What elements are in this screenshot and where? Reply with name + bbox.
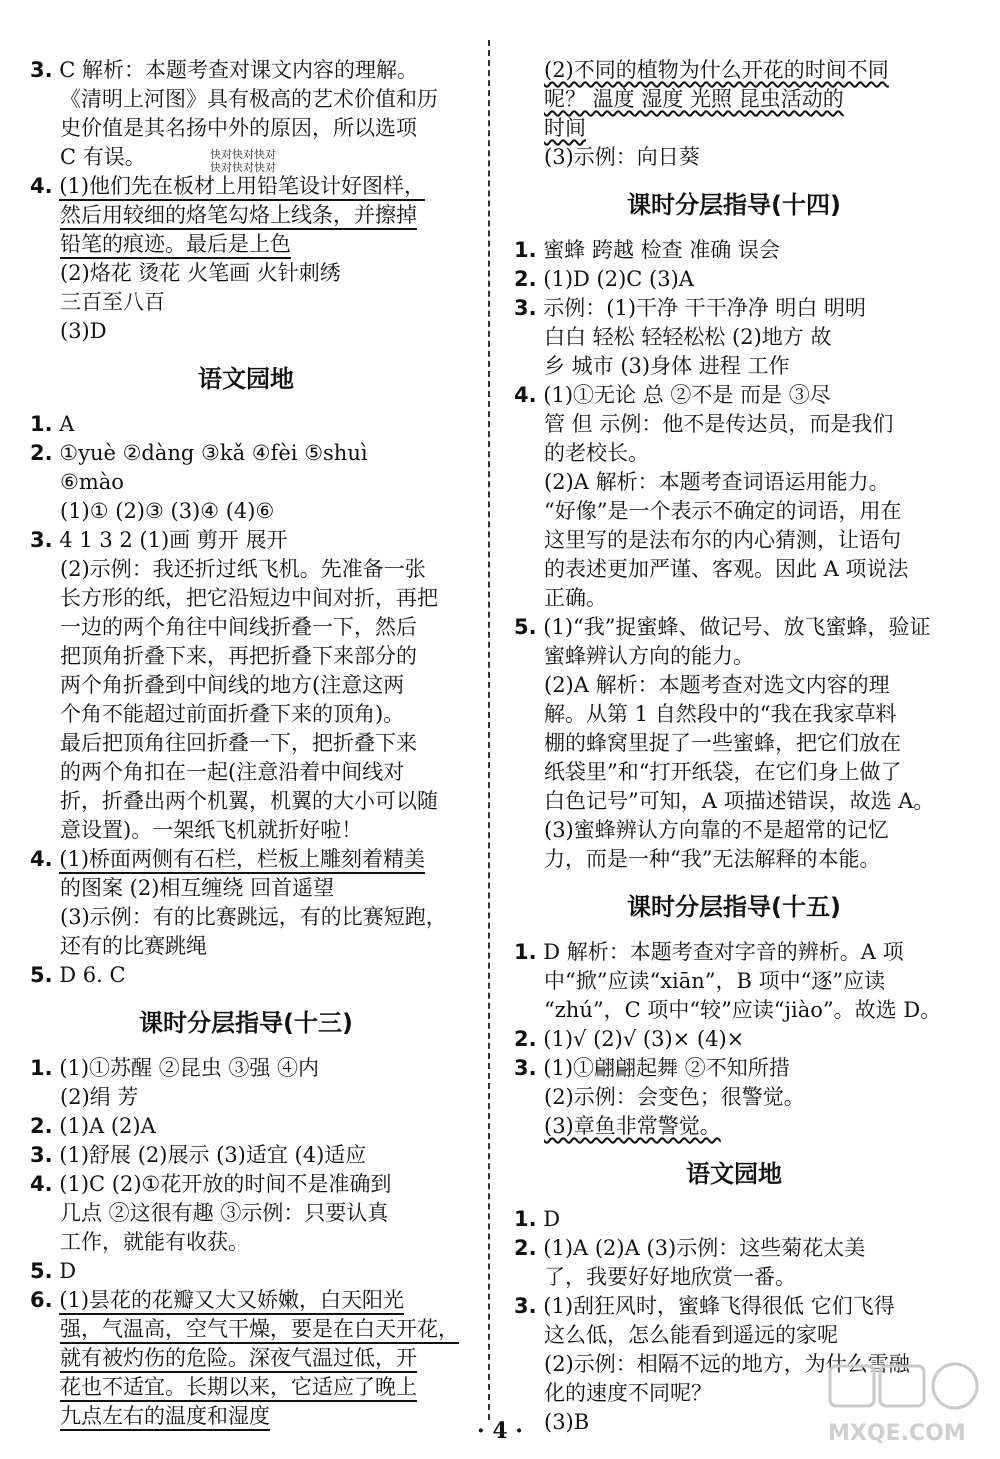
question-number: 1. (514, 1207, 537, 1231)
answer-line (514, 845, 954, 874)
answer-text: (2)A 解析：本题考查对选文内容的理 (544, 673, 890, 697)
question-number: 1. (30, 1056, 53, 1080)
answer-text: 就有被灼伤的危险。深夜气温过低，开 (60, 1346, 417, 1373)
answer-text: (1)①苏醒 ②昆虫 ③强 ④内 (59, 1056, 320, 1080)
answer-text: 了，我要好好地欣赏一番。 (544, 1265, 796, 1289)
question-number: 5. (514, 615, 537, 639)
question-number: 4. (30, 174, 53, 198)
answer-text: 《清明上河图》具有极高的艺术价值和历 (60, 87, 438, 111)
question-number: 2. (514, 1236, 537, 1260)
answer-text: (1)①翩翩起舞 ②不知所措 (543, 1056, 790, 1080)
answer-item (30, 1286, 462, 1315)
answer-text: (1)A (2)A (59, 1114, 156, 1138)
answer-text: 化的速度不同呢？ (544, 1381, 712, 1405)
question-number: 3. (514, 1294, 537, 1318)
answer-line (30, 932, 462, 961)
answer-text: ①yuè ②dàng ③kǎ ④fèi ⑤shuì (59, 441, 368, 465)
answer-text: 棚的蜂窝里捉了一些蜜蜂，把它们放在 (544, 731, 901, 755)
answer-text: A (59, 412, 75, 436)
answer-item (30, 1141, 462, 1170)
answer-text: 的表述更加严谨、客观。因此 A 项说法 (544, 557, 909, 581)
answer-text: 把顶角折叠下来，再把折叠下来部分的 (60, 644, 417, 668)
answer-text: (2)示例：相隔不远的地方，为什么雪融 (544, 1352, 910, 1376)
answer-text: 铅笔的痕迹。最后是上色 (60, 232, 291, 259)
answer-text: 还有的比赛跳绳 (60, 934, 207, 958)
section-heading: 课时分层指导(十五) (627, 893, 841, 921)
site-logo-watermark (820, 1360, 990, 1450)
answer-text: 史价值是其名扬中外的原因，所以选项 (60, 116, 417, 140)
answer-text: (1)他们先在板材上用铅笔设计好图样， (59, 174, 425, 201)
answer-text: 三百至八百 (60, 290, 165, 314)
answer-text: 两个角折叠到中间线的地方(注意这两 (60, 673, 405, 697)
answer-item (30, 439, 462, 468)
answer-line (30, 317, 462, 346)
answer-line (514, 56, 954, 85)
answer-text: 示例：(1)干净 干干净净 明白 明明 (543, 296, 867, 320)
answer-line (514, 439, 954, 468)
answer-text: (1)①无论 总 ②不是 而是 ③尽 (543, 383, 831, 407)
answer-text: 正确。 (544, 586, 607, 610)
answer-line (30, 555, 462, 584)
answer-line (514, 584, 954, 613)
answer-text: (1)D (2)C (3)A (543, 267, 694, 291)
answer-line (514, 1083, 954, 1112)
answer-item (30, 410, 462, 439)
question-number: 4. (514, 383, 537, 407)
answer-line (514, 700, 954, 729)
answer-line (30, 259, 462, 288)
answer-text: 管 但 示例：他不是传达员，而是我们 (544, 412, 894, 436)
answer-item (514, 1234, 954, 1263)
answer-text: (1)A (2)A (3)示例：这些菊花太美 (543, 1236, 866, 1260)
answer-line (30, 874, 462, 903)
answer-text: (3)蜜蜂辨认方向靠的不是超常的记忆 (544, 818, 889, 842)
answer-text: (2)示例：会变色；很警觉。 (544, 1085, 805, 1109)
answer-text: 最后把顶角往回折叠一下，把折叠下来 (60, 731, 417, 755)
answer-text: “zhú”，C 项中“较”应读“jiào”。故选 D。 (544, 998, 942, 1022)
watermark-stamp: 快对快对快对 快对快对快对 (210, 148, 276, 174)
answer-line (514, 1263, 954, 1292)
answer-text: 的图案 (2)相互缠绕 回首遥望 (60, 876, 335, 900)
question-number: 2. (30, 441, 53, 465)
answer-line (514, 967, 954, 996)
answer-line (30, 671, 462, 700)
question-number: 4. (30, 847, 53, 871)
answer-text: (1)① (2)③ (3)④ (4)⑥ (60, 499, 275, 523)
question-number: 2. (30, 1114, 53, 1138)
answer-line (514, 85, 954, 114)
answer-text: ⑥mào (60, 470, 124, 494)
answer-line (514, 729, 954, 758)
answer-text: (1)C (2)①花开放的时间不是准确到 (59, 1172, 392, 1196)
answer-text: 这么低，怎么能看到遥远的家呢 (544, 1323, 838, 1347)
answer-line (30, 1199, 462, 1228)
answer-item (30, 1054, 462, 1083)
answer-text: 解。从第 1 自然段中的“我在我家草料 (544, 702, 897, 726)
answer-item (30, 172, 462, 201)
answer-item (30, 1170, 462, 1199)
answer-item (30, 1257, 462, 1286)
page-number: · 4 · (477, 1418, 523, 1444)
answer-line (30, 497, 462, 526)
answer-item (30, 1112, 462, 1141)
answer-line (30, 729, 462, 758)
answer-line (30, 613, 462, 642)
column-divider (488, 40, 490, 1420)
answer-line (30, 114, 462, 143)
section-heading: 语文园地 (198, 365, 294, 393)
answer-item (514, 294, 954, 323)
answer-item (514, 1054, 954, 1083)
answer-item (514, 938, 954, 967)
answer-line (514, 497, 954, 526)
answer-text: (2)烙花 烫花 火笔画 火针刺绣 (60, 261, 341, 285)
answer-text: C 有误。 (60, 145, 146, 169)
answer-line (514, 526, 954, 555)
answer-line (30, 700, 462, 729)
answer-text: (1)刮狂风时，蜜蜂飞得很低 它们飞得 (543, 1294, 895, 1318)
answer-text: D 解析：本题考查对字音的辨析。A 项 (543, 940, 904, 964)
question-number: 2. (514, 267, 537, 291)
answer-line (514, 758, 954, 787)
answer-line (30, 1083, 462, 1112)
answer-item (30, 845, 462, 874)
answer-text: 的老校长。 (544, 441, 649, 465)
question-number: 3. (30, 58, 53, 82)
question-number: 3. (514, 296, 537, 320)
question-number: 1. (514, 238, 537, 262)
answer-text: (1)桥面两侧有石栏，栏板上雕刻着精美 (59, 847, 425, 874)
answer-item (514, 1025, 954, 1054)
answer-text: 强，气温高，空气干燥，要是在白天开花， (60, 1317, 459, 1344)
answer-line (30, 758, 462, 787)
answer-text: D (59, 1259, 77, 1283)
left-column (30, 56, 462, 1431)
answer-line (514, 996, 954, 1025)
question-number: 1. (30, 412, 53, 436)
answer-text: 长方形的纸，把它沿短边中间对折，再把 (60, 586, 438, 610)
answer-text: 时间 (544, 116, 586, 140)
answer-line (30, 288, 462, 317)
answer-line (30, 787, 462, 816)
answer-item (514, 381, 954, 410)
section-heading: 课时分层指导(十三) (139, 1009, 353, 1037)
answer-text: D 6. C (59, 963, 126, 987)
answer-item (30, 56, 462, 85)
question-number: 3. (30, 1143, 53, 1167)
answer-text: (3)D (60, 319, 107, 343)
answer-text: (1)√ (2)√ (3)× (4)× (543, 1027, 745, 1051)
answer-item (30, 961, 462, 990)
answer-line (30, 85, 462, 114)
answer-text: 的两个角扣在一起(注意沿着中间线对 (60, 760, 405, 784)
answer-text: 意设置)。一架纸飞机就折好啦！ (60, 818, 363, 842)
answer-line (30, 1315, 462, 1344)
answer-line (30, 1228, 462, 1257)
answer-text: 几点 ②这很有趣 ③示例：只要认真 (60, 1201, 389, 1225)
answer-item (514, 613, 954, 642)
answer-text: 花也不适宜。长期以来，它适应了晚上 (60, 1375, 417, 1402)
answer-line (30, 468, 462, 497)
answer-line (30, 816, 462, 845)
right-column (514, 56, 954, 1437)
answer-item (30, 526, 462, 555)
answer-text: 折，折叠出两个机翼，机翼的大小可以随 (60, 789, 438, 813)
answer-text: 蜜蜂辨认方向的能力。 (544, 644, 754, 668)
answer-text: (3)B (544, 1410, 590, 1434)
answer-text: 白白 轻松 轻轻松松 (2)地方 故 (544, 325, 832, 349)
answer-line (514, 816, 954, 845)
answer-text: (2)示例：我还折过纸飞机。先准备一张 (60, 557, 426, 581)
answer-line (30, 1373, 462, 1402)
answer-text: 蜜蜂 跨越 检查 准确 误会 (543, 238, 780, 262)
answer-text: 呢？ 温度 湿度 光照 昆虫活动的 (544, 87, 844, 111)
answer-line (514, 555, 954, 584)
answer-text: 乡 城市 (3)身体 进程 工作 (544, 354, 790, 378)
answer-text: “好像”是一个表示不确定的词语，用在 (544, 499, 902, 523)
answer-line (514, 1112, 954, 1141)
answer-text: 纸袋里”和“打开纸袋，在它们身上做了 (544, 760, 902, 784)
answer-text: (2)A 解析：本题考查词语运用能力。 (544, 470, 890, 494)
question-number: 5. (30, 1259, 53, 1283)
answer-line (30, 642, 462, 671)
question-number: 2. (514, 1027, 537, 1051)
answer-line (514, 671, 954, 700)
answer-line (514, 323, 954, 352)
answer-text: (1)昙花的花瓣又大又娇嫩，白天阳光 (59, 1288, 404, 1315)
section-heading: 课时分层指导(十四) (627, 191, 841, 219)
answer-text: (3)章鱼非常警觉。 (544, 1114, 721, 1138)
question-number: 1. (514, 940, 537, 964)
answer-text: 个角不能超过前面折叠下来的顶角)。 (60, 702, 405, 726)
answer-text: 工作，就能有收获。 (60, 1230, 249, 1254)
answer-text: (1)“我”捉蜜蜂、做记号、放飞蜜蜂，验证 (543, 615, 931, 639)
svg-text:MXQE.COM: MXQE.COM (828, 1421, 966, 1446)
answer-item (514, 1292, 954, 1321)
answer-text: (3)示例：向日葵 (544, 145, 700, 169)
answer-item (514, 1205, 954, 1234)
answer-text: C 解析：本题考查对课文内容的理解。 (59, 58, 419, 82)
answer-text: 白色记号”可知，A 项描述错误，故选 A。 (544, 789, 935, 813)
answer-text: 4 1 3 2 (1)画 剪开 展开 (59, 528, 288, 552)
answer-line (514, 410, 954, 439)
answer-item (514, 265, 954, 294)
answer-text: D (543, 1207, 561, 1231)
answer-line (514, 787, 954, 816)
answer-text: 一边的两个角往中间线折叠一下，然后 (60, 615, 417, 639)
answer-line (30, 1344, 462, 1373)
answer-line (30, 903, 462, 932)
answer-line (30, 230, 462, 259)
answer-text: 中“掀”应读“xiān”，B 项中“逐”应读 (544, 969, 886, 993)
answer-item (514, 236, 954, 265)
answer-line (514, 352, 954, 381)
answer-text: (2)绢 芳 (60, 1085, 139, 1109)
answer-text: 九点左右的温度和湿度 (60, 1404, 270, 1431)
answer-line (30, 584, 462, 613)
answer-text: (2)不同的植物为什么开花的时间不同 (544, 58, 889, 82)
answer-line (30, 201, 462, 230)
question-number: 3. (30, 528, 53, 552)
answer-text: 然后用较细的烙笔勾烙上线条，并擦掉 (60, 203, 417, 230)
answer-line (514, 642, 954, 671)
answer-text: (3)示例：有的比赛跳远，有的比赛短跑， (60, 905, 447, 929)
answer-line (514, 1321, 954, 1350)
answer-line (514, 143, 954, 172)
question-number: 6. (30, 1288, 53, 1312)
question-number: 5. (30, 963, 53, 987)
answer-line (514, 114, 954, 143)
section-heading: 语文园地 (686, 1160, 782, 1188)
answer-line (514, 468, 954, 497)
answer-text: (1)舒展 (2)展示 (3)适宜 (4)适应 (59, 1143, 367, 1167)
answer-text: 力，而是一种“我”无法解释的本能。 (544, 847, 881, 871)
answer-text: 这里写的是法布尔的内心猜测，让语句 (544, 528, 901, 552)
question-number: 4. (30, 1172, 53, 1196)
question-number: 3. (514, 1056, 537, 1080)
